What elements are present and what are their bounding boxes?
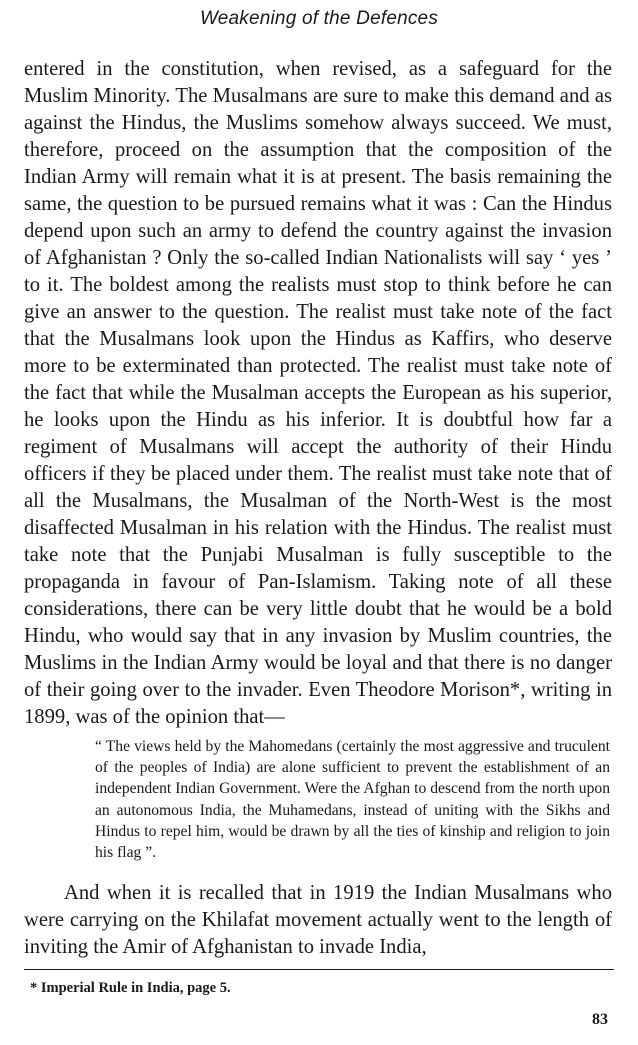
body-paragraph: entered in the constitution, when revised, as a safeguard for the Muslim Minority. The Musalmans are sure to make this demand and as against the Hindus, the Muslims somehow always succeed. We must, therefore, proceed on the assumption that the composition of the Indian Army will remain what it is at present. The basis remaining the same, the question to be pursued remains what it was : Can the Hindus depend upon such an army to defend the country against the invasion of Afghanistan ? Only the so-called Indian Nationalists will say ‘ yes ’ to it. The boldest among the realists must stop to think before he can give an answer to the question. The realist must take note of the fact that the Musalmans look upon the Hindus as Kaffirs, who deserve more to be exterminated than protected. The realist must take note of the fact that while the Musalman accepts the European as his superior, he looks upon the Hindu as his inferior. It is doubtful how far a regiment of Musalmans will accept the authority of their Hindu officers if they be placed under them. The realist must take note that of all the Musalmans, the Musalman of the North-West is the most disaffected Musalman in his relation with the Hindus. The realist must take note that the Punjabi Musalman is fully susceptible to the propaganda in favour of Pan-Islamism. Taking note of all these considerations, there can be very little doubt that he would be a bold Hindu, who would say that in any invasion by Muslim countries, the Muslims in the Indian Army would be loyal and that there is no danger of their going over to the invader. Even Theodore Morison*, writing in 1899, was of the opinion that— xyxy=(24,58,612,728)
running-head: Weakening of the Defences xyxy=(199,8,439,29)
page-number: 83 xyxy=(592,1011,608,1028)
continuation-paragraph: And when it is recalled that in 1919 the Indian Musalmans who were carrying on the Khilafat movement actually went to the length of inviting the Amir of Afghanistan to invade India, xyxy=(24,882,612,958)
footnote-divider xyxy=(24,969,614,970)
block-quotation: “ The views held by the Mahomedans (certainly the most aggressive and truculent of the peoples of India) are alone sufficient to prevent the establishment of an independent Indian Government. Were the Afghan to descend from the north upon an autonomous India, the Muhamedans, instead of uniting with the Sikhs and Hindus to repel him, would be drawn by all the ties of kinship and religion to join his flag ”. xyxy=(95,738,610,862)
footnote: * Imperial Rule in India, page 5. xyxy=(30,980,231,996)
